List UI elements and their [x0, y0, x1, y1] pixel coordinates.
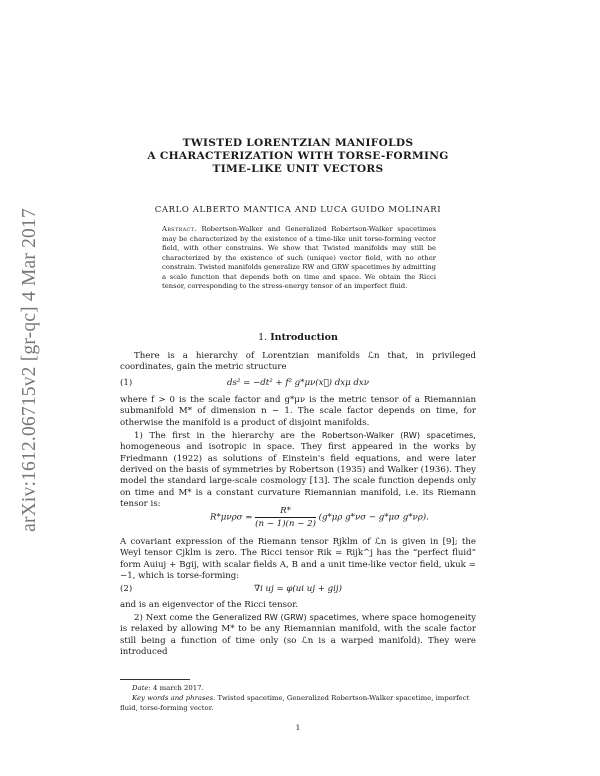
paragraph-3: [120, 430, 476, 510]
equation-2-number: (2): [120, 584, 133, 594]
paragraph-1: There is a hierarchy of Lorentzian manifolds ℒn that, in privileged coordinates, gain the metric structure: [120, 351, 476, 373]
equation-1-body: ds² = −dt² + f² g*μν(x⃗) dxμ dxν: [227, 378, 369, 388]
paragraph-3-rest: , homogeneous and isotropic in space. They first appeared in the works by Friedmann (1922) as solutions of Einstein's field equations, and were later derived on the basis of symmetries by Robertson (1935) and Walker (1936). They model the standard large-scale cosmology [13]. The scale function depends only on time and M* is a constant curvature Riemannian manifold, i.e. its Riemann tensor is:: [120, 431, 476, 510]
paragraph-4: A covariant expression of the Riemann tensor Rjklm of ℒn is given in [9]; the Weyl tensor Cjklm is zero. The Ricci tensor Rik = Rijk^j has the “perfect fluid” form Auiuj + Bgij, with scalar fields A, B and a unit time-like vector field, ukuk = −1, which is torse-forming:: [120, 537, 476, 582]
paragraph-6-start: 2) Next come the: [134, 613, 210, 623]
paragraph-6-rest: , where space homogeneity is relaxed by allowing M* to be any Riemannian manifold, with the scale factor still being a function of time only (so ℒn is a warped manifold). They were introduced: [120, 613, 476, 658]
riemann-fraction: [255, 506, 316, 529]
paragraph-2: where f > 0 is the scale factor and g*μν is the metric tensor of a Riemannian submanifold M* of dimension n − 1. The scale factor depends on time, for otherwise the manifold is a product of disjoint manifolds.: [120, 395, 476, 428]
footnote-divider: [120, 679, 190, 680]
title-line-1: TWISTED LORENTZIAN MANIFOLDS: [182, 137, 414, 149]
title-line-3: TIME-LIKE UNIT VECTORS: [212, 163, 384, 175]
paper-title: [120, 137, 476, 176]
keywords-value: Twisted spacetime, Generalized Robertson-Walker spacetime, imperfect fluid, torse-forming vector.: [120, 694, 470, 712]
arxiv-sidebar-stamp: [10, 160, 50, 580]
equation-2-body: ∇i uj = φ(ui uj + gij): [254, 584, 342, 594]
date-label: Date: [132, 684, 149, 692]
title-line-2: A CHARACTERIZATION WITH TORSE-FORMING: [147, 150, 449, 162]
footnote-keywords: [120, 694, 476, 713]
term-grw-spacetimes: Generalized RW (GRW) spacetimes: [212, 612, 357, 622]
riemann-lhs: R*μνρσ =: [210, 512, 253, 523]
keywords-label: Key words and phrases.: [132, 694, 216, 702]
riemann-rhs: (g*μρ g*νσ − g*μσ g*νρ).: [318, 512, 429, 523]
footnote-date: [120, 684, 476, 694]
paragraph-6: [120, 612, 476, 658]
riemann-numerator: R*: [255, 506, 316, 518]
paragraph-3-start: 1) The first in the hierarchy are the: [134, 431, 316, 441]
abstract: [162, 225, 436, 292]
abstract-text: Robertson-Walker and Generalized Robertson-Walker spacetimes may be characterized by the existence of a time-like unit torse-forming vector field, with other constrains. We show that Twisted manifolds may still be characterized by the existence of such (unique) vector field, with no other constrain. Twisted manifolds generalize RW and GRW spacetimes by admitting a scale function that depends both on time and space. We obtain the Ricci tensor, corresponding to the stress-energy tensor of an imperfect fluid.: [162, 225, 436, 291]
section-heading: [120, 332, 476, 343]
abstract-label: Abstract.: [162, 225, 197, 233]
term-rw-spacetimes: Robertson-Walker (RW) spacetimes: [321, 430, 474, 440]
date-value: : 4 march 2017.: [148, 684, 204, 692]
equation-1-number: (1): [120, 378, 133, 388]
section-number: 1.: [258, 332, 268, 343]
paragraph-5: and is an eigenvector of the Ricci tensor.: [120, 600, 299, 610]
page-number: 1: [295, 723, 301, 732]
authors: CARLO ALBERTO MANTICA AND LUCA GUIDO MOLINARI: [154, 205, 442, 215]
section-title: Introduction: [270, 332, 338, 343]
arxiv-identifier: arXiv:1612.06715v2 [gr-qc] 4 Mar 2017: [19, 208, 40, 532]
riemann-denominator: (n − 1)(n − 2): [255, 519, 316, 529]
equation-riemann: [120, 506, 476, 532]
